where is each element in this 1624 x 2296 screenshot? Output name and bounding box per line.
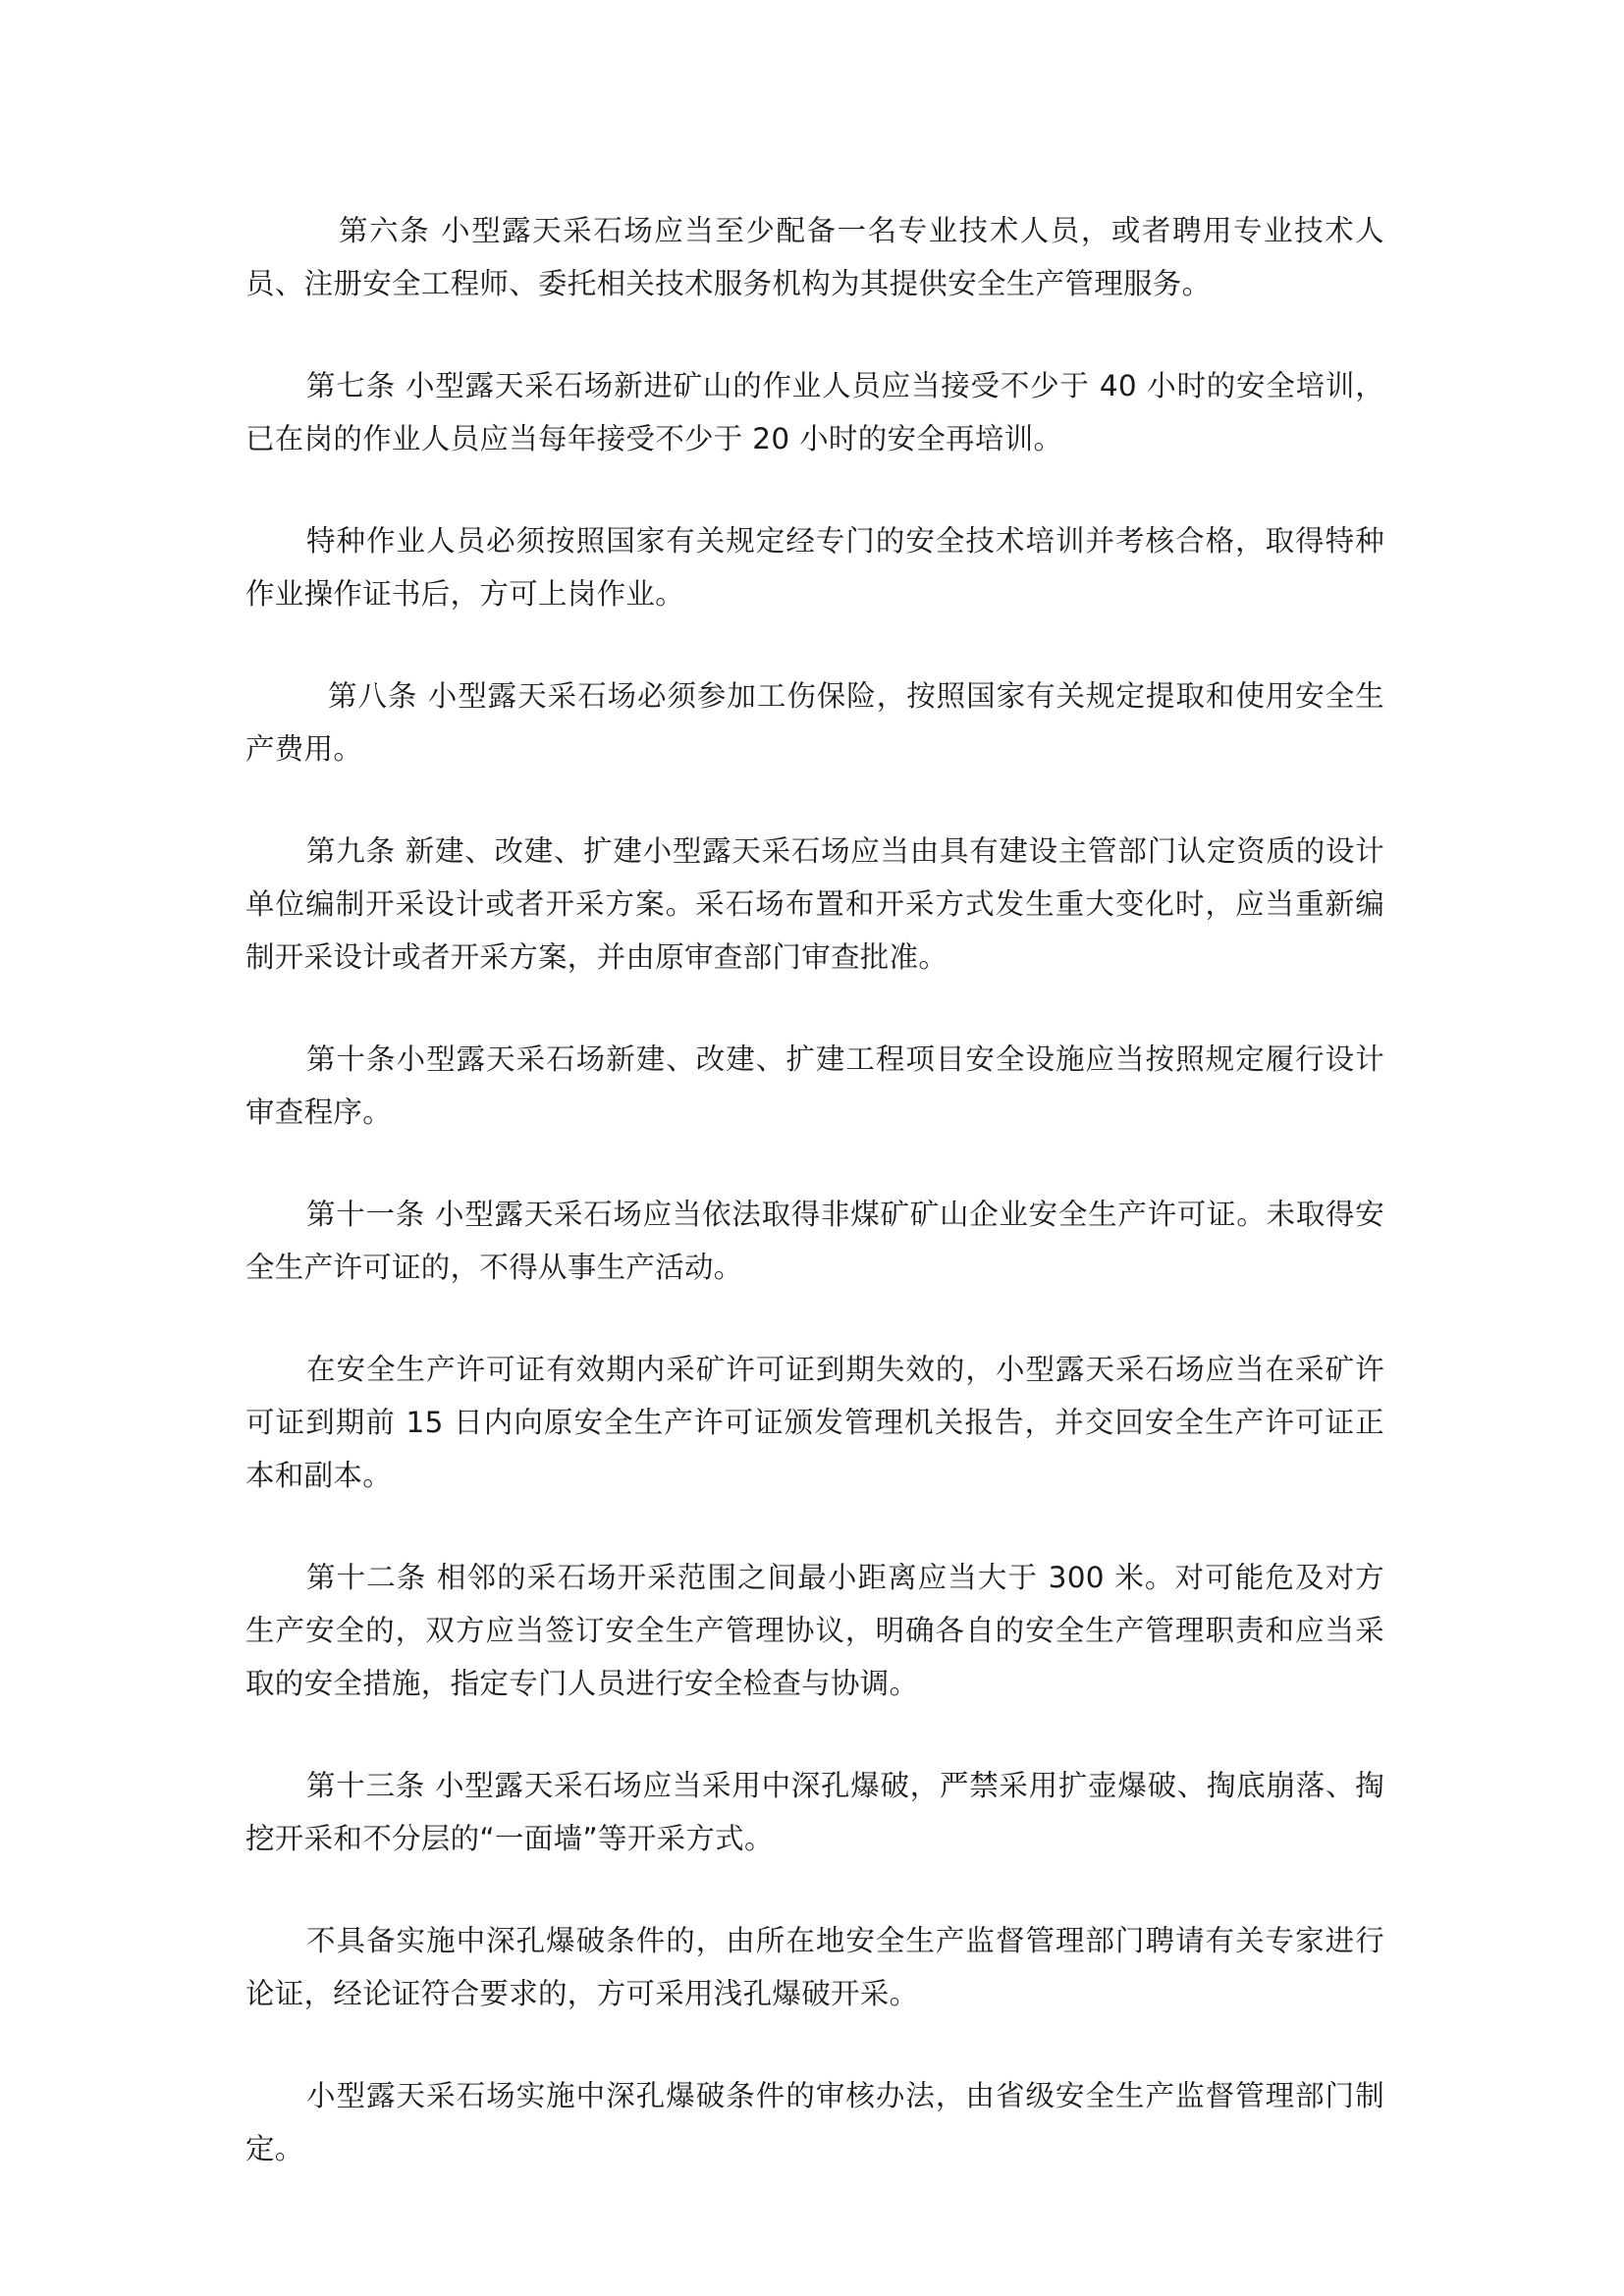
paragraph-special-workers: 特种作业人员必须按照国家有关规定经专门的安全技术培训并考核合格，取得特种作业操作证书后，方可上岗作业。 [245, 524, 1384, 611]
paragraph-article-9: 第九条 新建、改建、扩建小型露天采石场应当由具有建设主管部门认定资质的设计单位编制开采设计或者开采方案。采石场布置和开采方式发生重大变化时，应当重新编制开采设计或者开采方案，并由原审查部门审查批准。 [245, 834, 1384, 974]
paragraph-article-6: 第六条 小型露天采石场应当至少配备一名专业技术人员，或者聘用专业技术人员、注册安全工程师、委托相关技术服务机构为其提供安全生产管理服务。 [245, 214, 1384, 300]
document-body [245, 204, 1384, 2224]
paragraph-article-10: 第十条小型露天采石场新建、改建、扩建工程项目安全设施应当按照规定履行设计审查程序。 [245, 1042, 1384, 1129]
paragraph-review-method: 小型露天采石场实施中深孔爆破条件的审核办法，由省级安全生产监督管理部门制定。 [245, 2079, 1384, 2165]
paragraph-shallow-blasting: 不具备实施中深孔爆破条件的，由所在地安全生产监督管理部门聘请有关专家进行论证，经论证符合要求的，方可采用浅孔爆破开采。 [245, 1924, 1384, 2010]
paragraph-article-13: 第十三条 小型露天采石场应当采用中深孔爆破，严禁采用扩壶爆破、掏底崩落、掏挖开采和不分层的“一面墙”等开采方式。 [245, 1769, 1384, 1855]
paragraph-article-12: 第十二条 相邻的采石场开采范围之间最小距离应当大于 300 米。对可能危及对方生产安全的，双方应当签订安全生产管理协议，明确各自的安全生产管理职责和应当采取的安全措施，指定专门人员进行安全检查与协调。 [245, 1561, 1384, 1700]
paragraph-article-11: 第十一条 小型露天采石场应当依法取得非煤矿矿山企业安全生产许可证。未取得安全生产许可证的，不得从事生产活动。 [245, 1198, 1384, 1284]
paragraph-article-8: 第八条 小型露天采石场必须参加工伤保险，按照国家有关规定提取和使用安全生产费用。 [245, 679, 1384, 766]
paragraph-article-7: 第七条 小型露天采石场新进矿山的作业人员应当接受不少于 40 小时的安全培训，已在岗的作业人员应当每年接受不少于 20 小时的安全再培训。 [245, 369, 1384, 455]
paragraph-license-expiry: 在安全生产许可证有效期内采矿许可证到期失效的，小型露天采石场应当在采矿许可证到期前 15 日内向原安全生产许可证颁发管理机关报告，并交回安全生产许可证正本和副本。 [245, 1353, 1384, 1492]
